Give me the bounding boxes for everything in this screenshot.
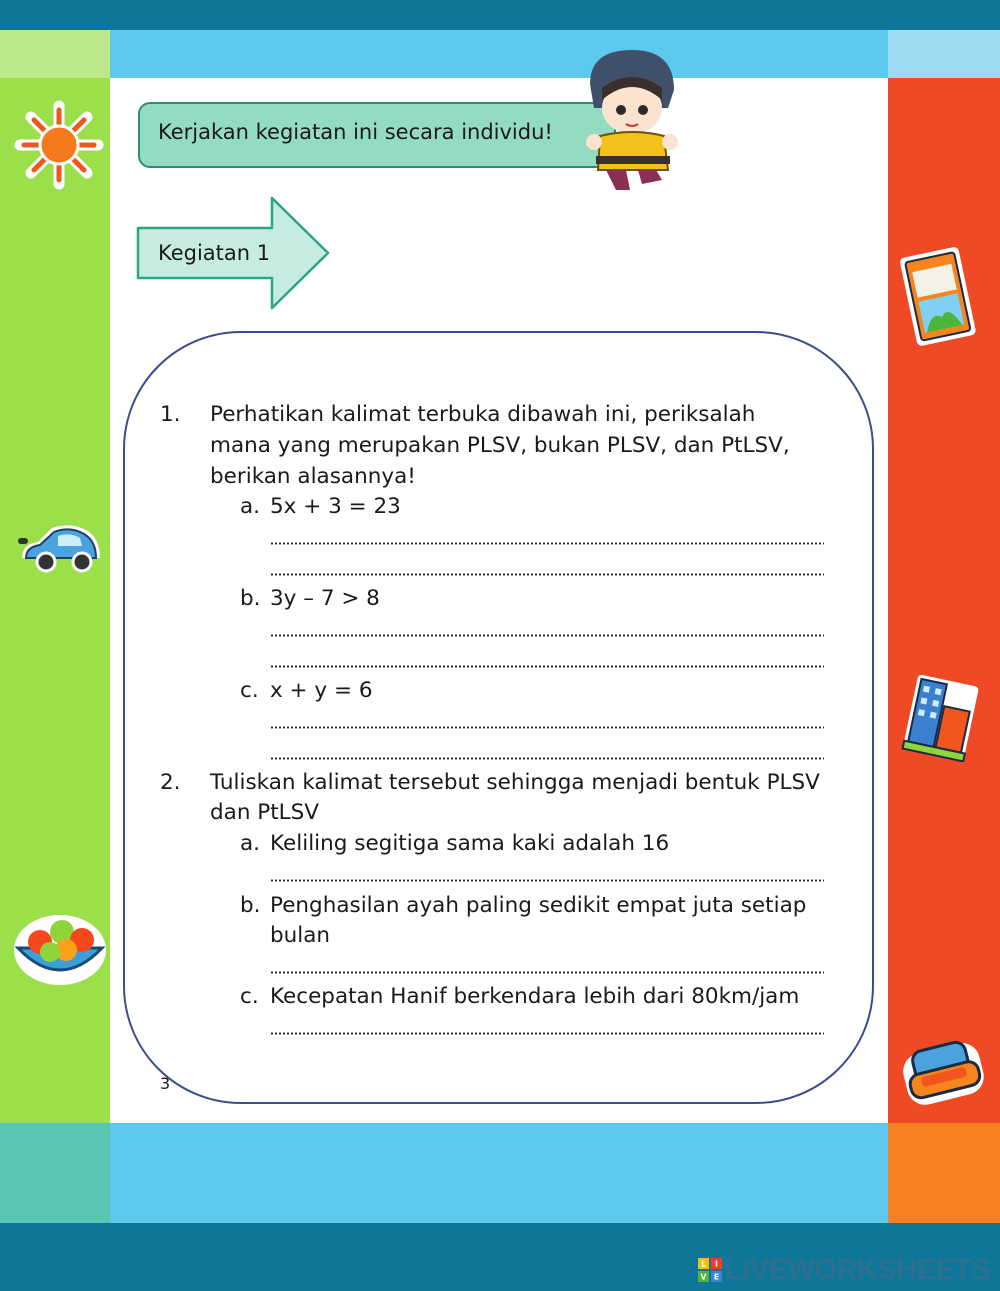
answer-line[interactable] bbox=[270, 573, 824, 576]
instruction-text: Kerjakan kegiatan ini secara individu! bbox=[158, 120, 553, 144]
building-icon bbox=[900, 672, 984, 762]
answer-line[interactable] bbox=[270, 971, 824, 974]
sun-icon bbox=[12, 98, 106, 192]
item-label: c. bbox=[240, 678, 259, 703]
item-text: 3y – 7 > 8 bbox=[270, 586, 380, 611]
item-label: b. bbox=[240, 586, 261, 611]
question-number: 2. bbox=[160, 770, 181, 795]
answer-line[interactable] bbox=[270, 879, 824, 882]
question-text: Perhatikan kalimat terbuka dibawah ini, periksalah bbox=[210, 402, 756, 427]
item-text: 5x + 3 = 23 bbox=[270, 494, 401, 519]
item-label: b. bbox=[240, 893, 261, 918]
question-text: mana yang merupakan PLSV, bukan PLSV, dan PtLSV, bbox=[210, 433, 790, 458]
activity-label: Kegiatan 1 bbox=[158, 241, 271, 265]
item-text: Penghasilan ayah paling sedikit empat juta setiap bbox=[270, 893, 807, 918]
logo-letter: E bbox=[713, 1272, 720, 1282]
liveworksheets-logo-icon bbox=[698, 1258, 722, 1282]
bottom-band-right bbox=[888, 1123, 1000, 1223]
logo-letter: L bbox=[700, 1259, 707, 1269]
question-text: dan PtLSV bbox=[210, 800, 320, 825]
logo-letter: V bbox=[700, 1272, 707, 1282]
question-text: Tuliskan kalimat tersebut sehingga menjadi bentuk PLSV bbox=[210, 770, 820, 795]
top-band-right bbox=[888, 30, 1000, 78]
question-text: berikan alasannya! bbox=[210, 464, 416, 489]
item-text: x + y = 6 bbox=[270, 678, 373, 703]
item-text: Kecepatan Hanif berkendara lebih dari 80km/jam bbox=[270, 984, 800, 1009]
answer-line[interactable] bbox=[270, 726, 824, 729]
car-icon bbox=[12, 518, 106, 580]
item-label: c. bbox=[240, 984, 259, 1009]
question-number: 1. bbox=[160, 402, 181, 427]
liveworksheets-watermark[interactable] bbox=[698, 1255, 990, 1285]
item-text: Keliling segitiga sama kaki adalah 16 bbox=[270, 831, 670, 856]
top-bar bbox=[0, 0, 1000, 30]
bottom-band bbox=[110, 1123, 888, 1223]
answer-line[interactable] bbox=[270, 665, 824, 668]
fruit-bowl-icon bbox=[10, 910, 110, 988]
picture-frame-icon bbox=[900, 245, 980, 350]
answer-line[interactable] bbox=[270, 757, 824, 760]
item-label: a. bbox=[240, 831, 261, 856]
answer-line[interactable] bbox=[270, 1032, 824, 1035]
bottom-band-left bbox=[0, 1123, 110, 1223]
right-stripe bbox=[888, 78, 1000, 1123]
watermark-text: LIVEWORKSHEETS bbox=[725, 1253, 991, 1286]
answer-line[interactable] bbox=[270, 542, 824, 545]
item-label: a. bbox=[240, 494, 261, 519]
logo-letter: I bbox=[715, 1259, 718, 1269]
top-band bbox=[110, 30, 888, 78]
item-text: bulan bbox=[270, 923, 331, 948]
sofa-icon bbox=[898, 1032, 988, 1112]
stray-number: 3 bbox=[160, 1074, 171, 1093]
top-band-left bbox=[0, 30, 110, 78]
child-mascot-icon bbox=[576, 44, 688, 196]
answer-line[interactable] bbox=[270, 634, 824, 637]
